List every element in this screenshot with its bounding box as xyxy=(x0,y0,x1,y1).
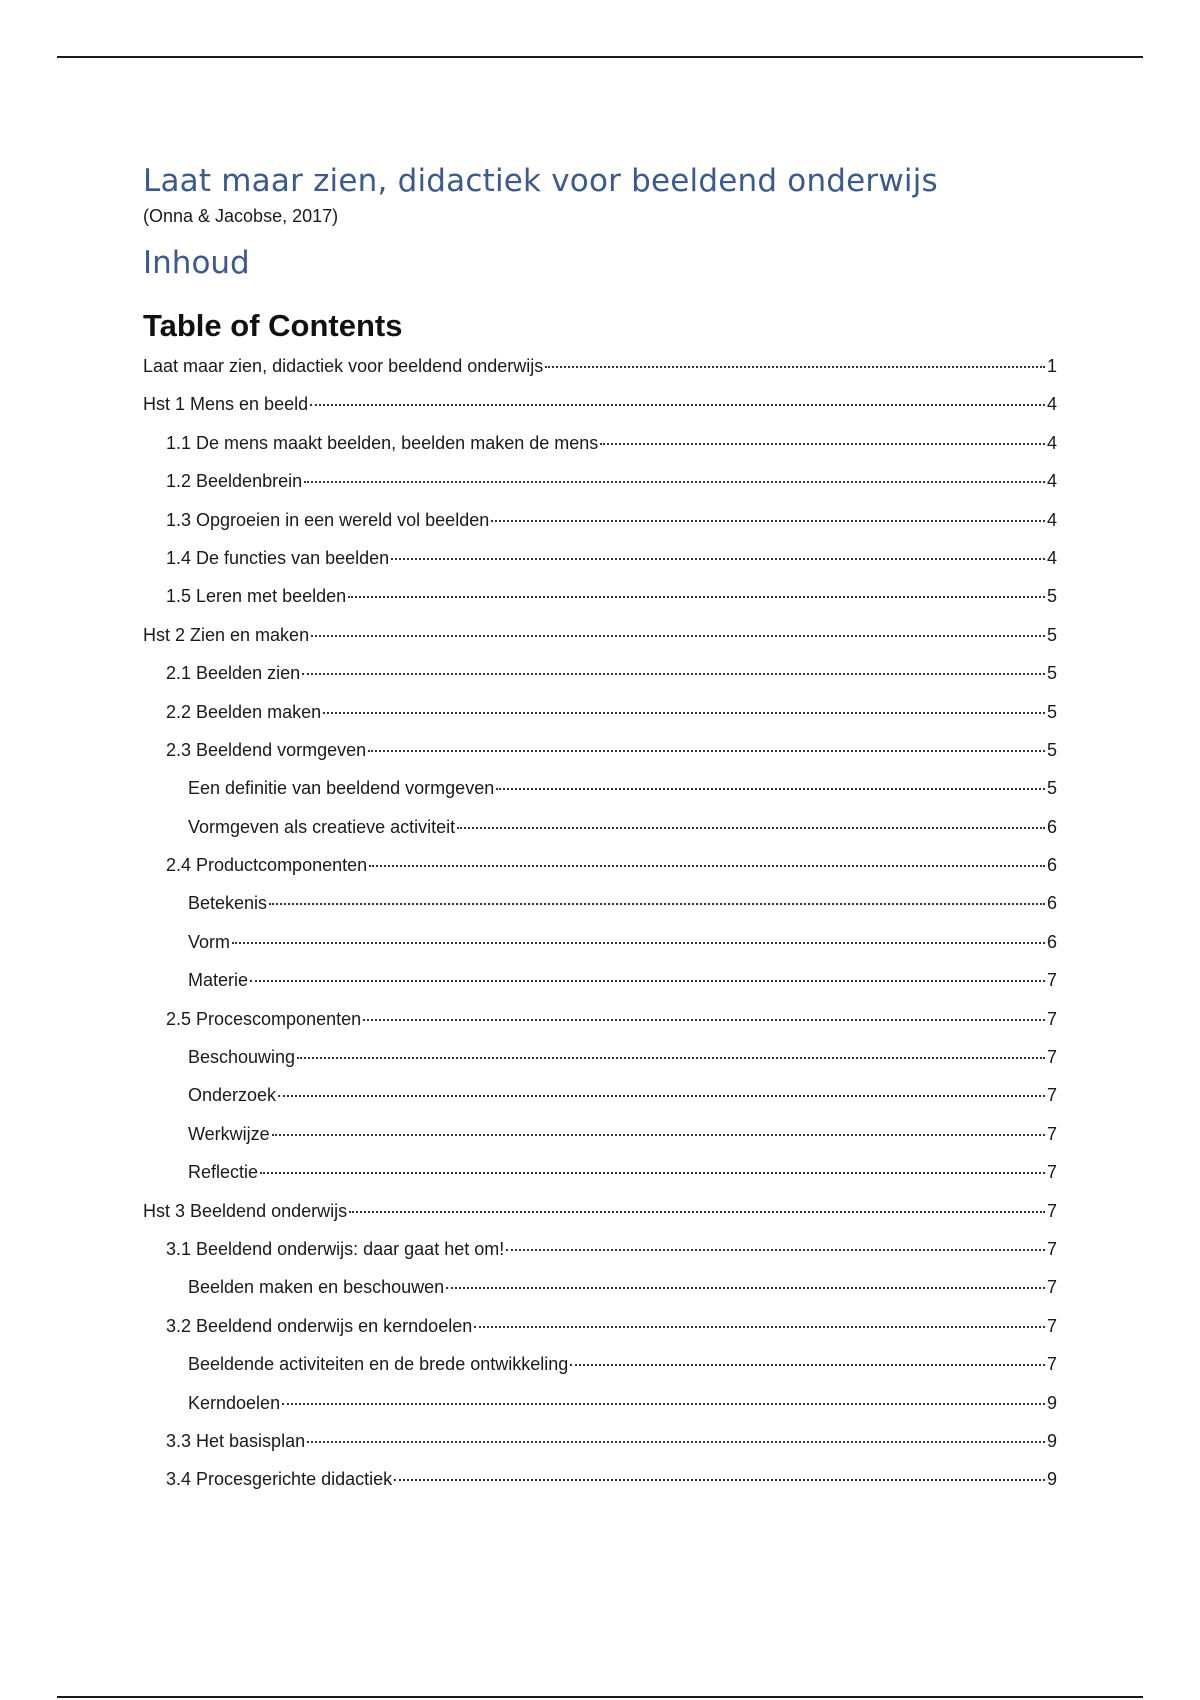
dot-leader xyxy=(310,404,1045,406)
toc-entry[interactable] xyxy=(143,932,1057,970)
toc-entry-label: Laat maar zien, didactiek voor beeldend onderwijs xyxy=(143,356,544,376)
toc-entry-page-number: 9 xyxy=(1046,1469,1057,1490)
toc-entry-page-number: 7 xyxy=(1046,970,1057,991)
dot-leader xyxy=(307,1441,1045,1443)
toc-entry[interactable] xyxy=(143,1162,1057,1200)
toc-entry-label: Materie xyxy=(188,970,249,991)
toc-entry-page-number: 4 xyxy=(1046,432,1057,453)
toc-entry-page-number: 5 xyxy=(1046,778,1057,799)
toc-entry-page-number: 6 xyxy=(1046,855,1057,876)
toc-entry-label: Kerndoelen xyxy=(188,1392,281,1413)
toc-entry-label: 2.2 Beelden maken xyxy=(166,701,322,722)
toc-entry[interactable] xyxy=(143,1469,1057,1507)
toc-entry-label: 1.1 De mens maakt beelden, beelden maken de mens xyxy=(166,432,599,453)
toc-entry[interactable] xyxy=(143,586,1057,624)
dot-leader xyxy=(250,980,1045,982)
toc-entry[interactable] xyxy=(143,970,1057,1008)
table-of-contents xyxy=(143,356,1057,1508)
toc-entry-page-number: 4 xyxy=(1046,547,1057,568)
toc-entry-page-number: 7 xyxy=(1046,1123,1057,1144)
toc-entry-label: 1.5 Leren met beelden xyxy=(166,586,347,607)
toc-entry[interactable] xyxy=(143,1393,1057,1431)
document-title: Laat maar zien, didactiek voor beeldend onderwijs xyxy=(143,163,938,199)
dot-leader xyxy=(369,865,1045,867)
dot-leader xyxy=(491,520,1045,522)
citation: (Onna & Jacobse, 2017) xyxy=(143,206,339,226)
toc-entry[interactable] xyxy=(143,625,1057,663)
toc-entry-label: Betekenis xyxy=(188,893,268,914)
dot-leader xyxy=(394,1479,1045,1481)
toc-entry[interactable] xyxy=(143,510,1057,548)
toc-entry-page-number: 9 xyxy=(1046,1430,1057,1451)
toc-entry-label: Vormgeven als creatieve activiteit xyxy=(188,816,456,837)
toc-entry-page-number: 4 xyxy=(1046,394,1057,415)
toc-entry-label: Hst 1 Mens en beeld xyxy=(143,394,309,415)
dot-leader xyxy=(282,1403,1045,1405)
toc-entry-page-number: 7 xyxy=(1046,1277,1057,1298)
dot-leader xyxy=(506,1249,1045,1251)
dot-leader xyxy=(272,1134,1045,1136)
toc-entry[interactable] xyxy=(143,1316,1057,1354)
dot-leader xyxy=(363,1019,1045,1021)
dot-leader xyxy=(496,788,1045,790)
toc-entry[interactable] xyxy=(143,356,1057,394)
toc-entry-page-number: 7 xyxy=(1046,1162,1057,1183)
toc-entry[interactable] xyxy=(143,778,1057,816)
dot-leader xyxy=(348,596,1045,598)
toc-entry-label: 2.3 Beeldend vormgeven xyxy=(166,739,367,760)
toc-entry-label: Beschouwing xyxy=(188,1047,296,1068)
toc-entry[interactable] xyxy=(143,1201,1057,1239)
dot-leader xyxy=(391,558,1045,560)
dot-leader xyxy=(368,750,1045,752)
toc-entry[interactable] xyxy=(143,740,1057,778)
toc-entry-label: Hst 3 Beeldend onderwijs xyxy=(143,1200,348,1221)
toc-entry[interactable] xyxy=(143,471,1057,509)
toc-entry[interactable] xyxy=(143,1239,1057,1277)
toc-entry-page-number: 5 xyxy=(1046,586,1057,607)
document-body xyxy=(143,162,1057,1508)
footer-rule xyxy=(57,1696,1143,1698)
dot-leader xyxy=(457,827,1045,829)
toc-entry[interactable] xyxy=(143,1047,1057,1085)
dot-leader xyxy=(545,366,1045,368)
toc-entry[interactable] xyxy=(143,1085,1057,1123)
toc-entry-label: 2.5 Procescomponenten xyxy=(166,1008,362,1029)
dot-leader xyxy=(302,673,1045,675)
contents-heading: Inhoud xyxy=(143,245,250,281)
dot-leader xyxy=(304,481,1045,483)
dot-leader xyxy=(570,1364,1045,1366)
toc-entry[interactable] xyxy=(143,1277,1057,1315)
toc-entry-label: Reflectie xyxy=(188,1162,259,1183)
dot-leader xyxy=(446,1287,1045,1289)
toc-entry-page-number: 9 xyxy=(1046,1392,1057,1413)
toc-entry-page-number: 4 xyxy=(1046,509,1057,530)
toc-entry-label: 1.4 De functies van beelden xyxy=(166,547,390,568)
toc-entry-label: 2.4 Productcomponenten xyxy=(166,855,368,876)
toc-entry-page-number: 5 xyxy=(1046,739,1057,760)
toc-entry[interactable] xyxy=(143,548,1057,586)
toc-entry[interactable] xyxy=(143,817,1057,855)
toc-title: Table of Contents xyxy=(143,308,403,343)
dot-leader xyxy=(260,1172,1045,1174)
toc-entry-label: Werkwijze xyxy=(188,1123,270,1144)
toc-entry-page-number: 1 xyxy=(1046,356,1057,376)
toc-entry[interactable] xyxy=(143,855,1057,893)
toc-entry[interactable] xyxy=(143,1431,1057,1469)
toc-entry-label: Beeldende activiteiten en de brede ontwikkeling xyxy=(188,1354,569,1375)
dot-leader xyxy=(600,443,1045,445)
toc-entry-page-number: 6 xyxy=(1046,931,1057,952)
dot-leader xyxy=(323,712,1045,714)
toc-entry-page-number: 7 xyxy=(1046,1200,1057,1221)
toc-entry-label: 3.1 Beeldend onderwijs: daar gaat het om! xyxy=(166,1238,505,1259)
toc-entry-label: 2.1 Beelden zien xyxy=(166,663,301,684)
toc-entry-label: 3.2 Beeldend onderwijs en kerndoelen xyxy=(166,1315,473,1336)
toc-entry-page-number: 6 xyxy=(1046,893,1057,914)
toc-entry-page-number: 7 xyxy=(1046,1008,1057,1029)
dot-leader xyxy=(349,1211,1045,1213)
toc-entry[interactable] xyxy=(143,1354,1057,1392)
toc-entry-page-number: 7 xyxy=(1046,1085,1057,1106)
dot-leader xyxy=(474,1326,1045,1328)
toc-entry-label: Een definitie van beeldend vormgeven xyxy=(188,778,495,799)
toc-entry-page-number: 5 xyxy=(1046,701,1057,722)
toc-entry-page-number: 5 xyxy=(1046,663,1057,684)
toc-entry-page-number: 4 xyxy=(1046,471,1057,492)
toc-entry[interactable] xyxy=(143,394,1057,432)
toc-entry[interactable] xyxy=(143,1124,1057,1162)
dot-leader xyxy=(297,1057,1045,1059)
toc-entry-label: Hst 2 Zien en maken xyxy=(143,624,310,645)
toc-entry[interactable] xyxy=(143,702,1057,740)
toc-entry-page-number: 6 xyxy=(1046,816,1057,837)
toc-entry-page-number: 5 xyxy=(1046,624,1057,645)
toc-entry[interactable] xyxy=(143,1009,1057,1047)
toc-entry[interactable] xyxy=(143,893,1057,931)
toc-entry-label: 3.4 Procesgerichte didactiek xyxy=(166,1469,393,1490)
dot-leader xyxy=(232,942,1045,944)
toc-entry[interactable] xyxy=(143,433,1057,471)
dot-leader xyxy=(278,1095,1045,1097)
toc-entry-page-number: 7 xyxy=(1046,1315,1057,1336)
toc-entry[interactable] xyxy=(143,663,1057,701)
toc-entry-page-number: 7 xyxy=(1046,1238,1057,1259)
dot-leader xyxy=(269,903,1045,905)
toc-entry-label: Vorm xyxy=(188,931,231,952)
toc-entry-label: 1.3 Opgroeien in een wereld vol beelden xyxy=(166,509,490,530)
toc-entry-label: Beelden maken en beschouwen xyxy=(188,1277,445,1298)
toc-entry-page-number: 7 xyxy=(1046,1047,1057,1068)
toc-entry-label: 3.3 Het basisplan xyxy=(166,1430,306,1451)
dot-leader xyxy=(311,635,1045,637)
toc-entry-label: Onderzoek xyxy=(188,1085,277,1106)
toc-entry-page-number: 7 xyxy=(1046,1354,1057,1375)
header-rule xyxy=(57,56,1143,58)
toc-entry-label: 1.2 Beeldenbrein xyxy=(166,471,303,492)
